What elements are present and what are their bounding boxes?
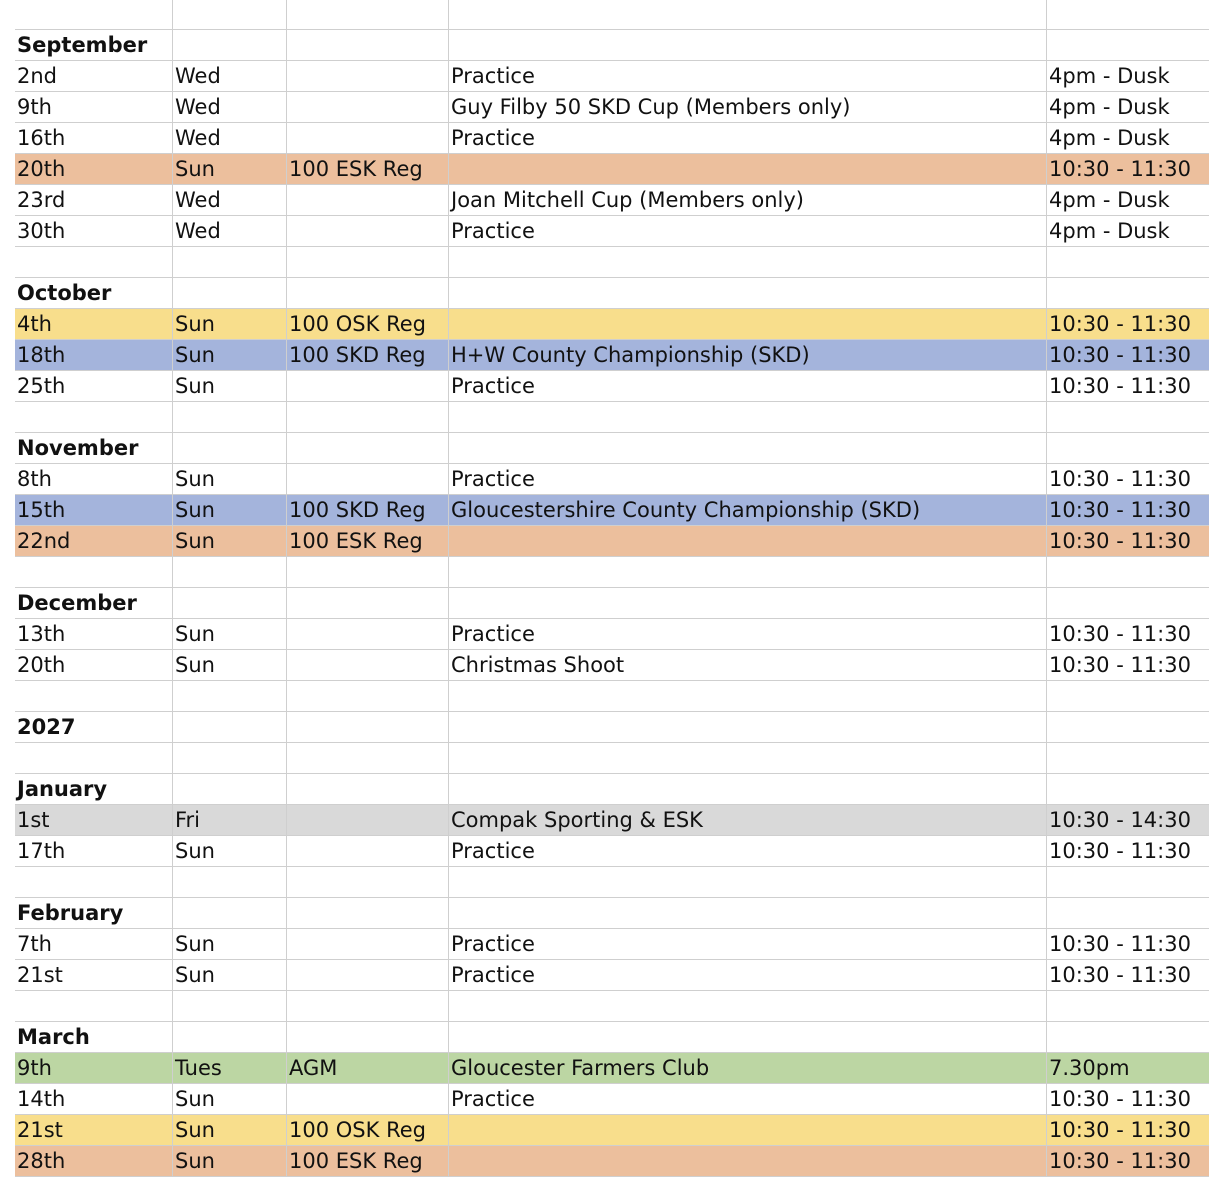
empty-cell[interactable] <box>449 1022 1047 1052</box>
empty-cell[interactable] <box>287 0 449 29</box>
event-cell[interactable]: Christmas Shoot <box>449 650 1047 680</box>
registration-cell[interactable]: 100 OSK Reg <box>287 1115 449 1145</box>
empty-cell[interactable] <box>287 743 449 773</box>
time-cell[interactable]: 10:30 - 11:30 <box>1049 498 1191 522</box>
day-cell[interactable]: Sun <box>173 340 287 370</box>
empty-cell[interactable] <box>1047 991 1209 1021</box>
time-cell[interactable]: 10:30 - 11:30 <box>1049 963 1191 987</box>
registration-cell[interactable] <box>287 464 449 494</box>
empty-cell[interactable] <box>449 247 1047 277</box>
empty-cell[interactable] <box>1047 681 1209 711</box>
empty-cell[interactable] <box>1047 712 1209 742</box>
registration-cell[interactable] <box>287 836 449 866</box>
month-header-row <box>15 278 1209 309</box>
blank-row <box>15 402 1209 433</box>
time-cell[interactable]: 4pm - Dusk <box>1049 95 1170 119</box>
empty-cell[interactable] <box>449 402 1047 432</box>
month-label[interactable]: October <box>15 278 173 308</box>
empty-cell[interactable] <box>15 867 173 897</box>
registration-cell[interactable]: 100 ESK Reg <box>287 154 449 184</box>
registration-cell[interactable]: 100 ESK Reg <box>287 1146 449 1176</box>
empty-cell[interactable] <box>449 433 1047 463</box>
day-cell[interactable]: Sun <box>173 371 287 401</box>
date-cell[interactable]: 23rd <box>15 185 173 215</box>
empty-cell[interactable] <box>449 712 1047 742</box>
empty-cell[interactable] <box>449 774 1047 804</box>
time-cell[interactable]: 10:30 - 11:30 <box>1049 1087 1191 1111</box>
empty-cell[interactable] <box>287 898 449 928</box>
time-cell[interactable]: 4pm - Dusk <box>1049 64 1170 88</box>
event-cell[interactable]: Practice <box>449 123 1047 153</box>
time-cell[interactable]: 10:30 - 11:30 <box>1049 343 1191 367</box>
registration-cell[interactable]: 100 SKD Reg <box>287 495 449 525</box>
month-label[interactable]: December <box>15 588 173 618</box>
day-cell[interactable]: Sun <box>173 650 287 680</box>
event-row <box>15 1146 1209 1177</box>
time-cell[interactable]: 7.30pm <box>1049 1056 1130 1080</box>
date-cell[interactable]: 9th <box>15 1053 173 1083</box>
month-header-row <box>15 1022 1209 1053</box>
month-header-row <box>15 898 1209 929</box>
empty-cell[interactable] <box>449 681 1047 711</box>
empty-cell[interactable] <box>287 402 449 432</box>
empty-cell[interactable] <box>173 712 287 742</box>
empty-cell[interactable] <box>449 991 1047 1021</box>
empty-cell[interactable] <box>1047 0 1209 29</box>
time-cell[interactable]: 10:30 - 11:30 <box>1049 622 1191 646</box>
empty-cell[interactable] <box>287 278 449 308</box>
time-cell[interactable]: 10:30 - 11:30 <box>1049 932 1191 956</box>
day-cell[interactable]: Sun <box>173 619 287 649</box>
empty-cell[interactable] <box>287 557 449 587</box>
registration-cell[interactable] <box>287 61 449 91</box>
day-cell[interactable]: Tues <box>173 1053 287 1083</box>
event-row <box>15 929 1209 960</box>
registration-cell[interactable]: AGM <box>287 1053 449 1083</box>
day-cell[interactable]: Sun <box>173 1084 287 1114</box>
time-cell[interactable]: 4pm - Dusk <box>1049 126 1170 150</box>
event-row <box>15 61 1209 92</box>
empty-cell[interactable] <box>287 991 449 1021</box>
day-cell[interactable]: Sun <box>173 960 287 990</box>
day-cell[interactable]: Sun <box>173 836 287 866</box>
day-cell[interactable]: Sun <box>173 929 287 959</box>
day-cell[interactable]: Wed <box>173 216 287 246</box>
event-cell[interactable]: Practice <box>449 61 1047 91</box>
event-row <box>15 495 1209 526</box>
time-cell[interactable]: 10:30 - 14:30 <box>1049 808 1191 832</box>
month-header-row <box>15 30 1209 61</box>
registration-cell[interactable] <box>287 371 449 401</box>
time-cell[interactable]: 10:30 - 11:30 <box>1049 374 1191 398</box>
blank-row <box>15 743 1209 774</box>
day-cell[interactable]: Sun <box>173 1115 287 1145</box>
day-cell[interactable]: Sun <box>173 1146 287 1176</box>
date-cell[interactable]: 28th <box>15 1146 173 1176</box>
date-cell[interactable]: 1st <box>15 805 173 835</box>
registration-cell[interactable] <box>287 805 449 835</box>
empty-cell[interactable] <box>173 557 287 587</box>
event-cell[interactable] <box>449 1146 1047 1176</box>
empty-cell[interactable] <box>287 1022 449 1052</box>
event-cell[interactable] <box>449 309 1047 339</box>
empty-cell[interactable] <box>173 743 287 773</box>
month-label[interactable]: 2027 <box>15 712 173 742</box>
date-cell[interactable]: 17th <box>15 836 173 866</box>
registration-cell[interactable] <box>287 92 449 122</box>
registration-cell[interactable]: 100 ESK Reg <box>287 526 449 556</box>
empty-cell[interactable] <box>1047 743 1209 773</box>
event-cell[interactable] <box>449 1115 1047 1145</box>
event-row <box>15 1115 1209 1146</box>
event-row <box>15 805 1209 836</box>
date-cell[interactable]: 15th <box>15 495 173 525</box>
event-row <box>15 650 1209 681</box>
day-cell[interactable]: Wed <box>173 123 287 153</box>
empty-cell[interactable] <box>1047 774 1209 804</box>
event-row <box>15 1084 1209 1115</box>
empty-cell[interactable] <box>173 30 287 60</box>
empty-cell[interactable] <box>15 743 173 773</box>
empty-cell[interactable] <box>287 712 449 742</box>
date-cell[interactable]: 25th <box>15 371 173 401</box>
event-row <box>15 92 1209 123</box>
day-cell[interactable]: Wed <box>173 185 287 215</box>
blank-row <box>15 557 1209 588</box>
empty-cell[interactable] <box>173 433 287 463</box>
day-cell[interactable]: Fri <box>173 805 287 835</box>
time-cell[interactable]: 10:30 - 11:30 <box>1049 839 1191 863</box>
empty-cell[interactable] <box>287 30 449 60</box>
empty-cell[interactable] <box>1047 30 1209 60</box>
event-row <box>15 123 1209 154</box>
empty-cell[interactable] <box>287 774 449 804</box>
empty-cell[interactable] <box>449 30 1047 60</box>
date-cell[interactable]: 18th <box>15 340 173 370</box>
month-header-row <box>15 588 1209 619</box>
empty-cell[interactable] <box>173 774 287 804</box>
month-header-row <box>15 712 1209 743</box>
event-cell[interactable]: Practice <box>449 960 1047 990</box>
empty-cell[interactable] <box>173 247 287 277</box>
month-label[interactable]: September <box>15 30 173 60</box>
event-cell[interactable]: Joan Mitchell Cup (Members only) <box>449 185 1047 215</box>
empty-cell[interactable] <box>15 991 173 1021</box>
time-cell[interactable]: 4pm - Dusk <box>1049 188 1170 212</box>
date-cell[interactable]: 9th <box>15 92 173 122</box>
date-cell[interactable]: 21st <box>15 960 173 990</box>
event-cell[interactable] <box>449 526 1047 556</box>
date-cell[interactable]: 4th <box>15 309 173 339</box>
event-row <box>15 464 1209 495</box>
empty-cell[interactable] <box>449 0 1047 29</box>
empty-cell[interactable] <box>15 402 173 432</box>
date-cell[interactable]: 8th <box>15 464 173 494</box>
month-header-row <box>15 433 1209 464</box>
time-cell[interactable]: 10:30 - 11:30 <box>1049 467 1191 491</box>
event-cell[interactable]: Practice <box>449 836 1047 866</box>
day-cell[interactable]: Sun <box>173 495 287 525</box>
event-cell[interactable]: H+W County Championship (SKD) <box>449 340 1047 370</box>
empty-cell[interactable] <box>449 898 1047 928</box>
registration-cell[interactable] <box>287 185 449 215</box>
time-cell[interactable]: 10:30 - 11:30 <box>1049 312 1191 336</box>
event-cell[interactable] <box>449 154 1047 184</box>
registration-cell[interactable] <box>287 650 449 680</box>
empty-cell[interactable] <box>1047 402 1209 432</box>
empty-cell[interactable] <box>173 0 287 29</box>
empty-cell[interactable] <box>1047 433 1209 463</box>
registration-cell[interactable] <box>287 960 449 990</box>
event-cell[interactable]: Practice <box>449 216 1047 246</box>
registration-cell[interactable] <box>287 929 449 959</box>
day-cell[interactable]: Sun <box>173 309 287 339</box>
day-cell[interactable]: Sun <box>173 154 287 184</box>
event-cell[interactable]: Practice <box>449 464 1047 494</box>
empty-cell[interactable] <box>173 278 287 308</box>
month-label[interactable]: November <box>15 433 173 463</box>
event-row <box>15 309 1209 340</box>
time-cell[interactable]: 10:30 - 11:30 <box>1049 1149 1191 1173</box>
empty-cell[interactable] <box>287 588 449 618</box>
blank-row <box>15 991 1209 1022</box>
month-label[interactable]: February <box>15 898 173 928</box>
event-cell[interactable]: Practice <box>449 929 1047 959</box>
month-label[interactable]: March <box>15 1022 173 1052</box>
time-cell[interactable]: 10:30 - 11:30 <box>1049 157 1191 181</box>
empty-cell[interactable] <box>449 588 1047 618</box>
event-row <box>15 340 1209 371</box>
empty-cell[interactable] <box>15 557 173 587</box>
empty-cell[interactable] <box>287 247 449 277</box>
event-row <box>15 960 1209 991</box>
event-row <box>15 371 1209 402</box>
empty-cell[interactable] <box>1047 557 1209 587</box>
empty-cell[interactable] <box>1047 1022 1209 1052</box>
date-cell[interactable]: 2nd <box>15 61 173 91</box>
empty-cell[interactable] <box>1047 247 1209 277</box>
empty-cell[interactable] <box>449 867 1047 897</box>
time-cell[interactable]: 4pm - Dusk <box>1049 219 1170 243</box>
registration-cell[interactable] <box>287 123 449 153</box>
empty-cell[interactable] <box>287 867 449 897</box>
date-cell[interactable]: 16th <box>15 123 173 153</box>
event-row <box>15 154 1209 185</box>
event-cell[interactable]: Practice <box>449 1084 1047 1114</box>
empty-cell[interactable] <box>1047 278 1209 308</box>
event-row <box>15 216 1209 247</box>
registration-cell[interactable] <box>287 1084 449 1114</box>
day-cell[interactable]: Wed <box>173 92 287 122</box>
event-cell[interactable]: Gloucestershire County Championship (SKD) <box>449 495 1047 525</box>
empty-cell[interactable] <box>1047 898 1209 928</box>
date-cell[interactable]: 30th <box>15 216 173 246</box>
empty-cell[interactable] <box>173 681 287 711</box>
empty-cell[interactable] <box>449 278 1047 308</box>
blank-row <box>15 247 1209 278</box>
event-cell[interactable]: Gloucester Farmers Club <box>449 1053 1047 1083</box>
event-cell[interactable]: Practice <box>449 371 1047 401</box>
empty-cell[interactable] <box>449 557 1047 587</box>
date-cell[interactable]: 21st <box>15 1115 173 1145</box>
time-cell[interactable]: 10:30 - 11:30 <box>1049 1118 1191 1142</box>
month-header-row <box>15 774 1209 805</box>
date-cell[interactable]: 14th <box>15 1084 173 1114</box>
empty-cell[interactable] <box>449 743 1047 773</box>
empty-cell[interactable] <box>1047 867 1209 897</box>
blank-row <box>15 0 1209 30</box>
registration-cell[interactable] <box>287 216 449 246</box>
event-row <box>15 1053 1209 1084</box>
day-cell[interactable]: Wed <box>173 61 287 91</box>
schedule-spreadsheet <box>15 0 1209 1177</box>
empty-cell[interactable] <box>15 681 173 711</box>
date-cell[interactable]: 22nd <box>15 526 173 556</box>
date-cell[interactable]: 20th <box>15 154 173 184</box>
date-cell[interactable]: 13th <box>15 619 173 649</box>
event-row <box>15 526 1209 557</box>
event-row <box>15 185 1209 216</box>
date-cell[interactable]: 20th <box>15 650 173 680</box>
event-row <box>15 619 1209 650</box>
empty-cell[interactable] <box>173 867 287 897</box>
event-cell[interactable]: Practice <box>449 619 1047 649</box>
empty-cell[interactable] <box>287 433 449 463</box>
empty-cell[interactable] <box>287 681 449 711</box>
empty-cell[interactable] <box>173 1022 287 1052</box>
empty-cell[interactable] <box>173 402 287 432</box>
blank-row <box>15 681 1209 712</box>
time-cell[interactable]: 10:30 - 11:30 <box>1049 529 1191 553</box>
empty-cell[interactable] <box>173 991 287 1021</box>
month-label[interactable]: January <box>15 774 173 804</box>
event-row <box>15 836 1209 867</box>
date-cell[interactable]: 7th <box>15 929 173 959</box>
blank-row <box>15 867 1209 898</box>
day-cell[interactable]: Sun <box>173 526 287 556</box>
empty-cell[interactable] <box>15 247 173 277</box>
time-cell[interactable]: 10:30 - 11:30 <box>1049 653 1191 677</box>
day-cell[interactable]: Sun <box>173 464 287 494</box>
registration-cell[interactable] <box>287 619 449 649</box>
empty-cell[interactable] <box>15 0 173 29</box>
empty-cell[interactable] <box>173 588 287 618</box>
registration-cell[interactable]: 100 SKD Reg <box>287 340 449 370</box>
event-cell[interactable]: Guy Filby 50 SKD Cup (Members only) <box>449 92 1047 122</box>
registration-cell[interactable]: 100 OSK Reg <box>287 309 449 339</box>
empty-cell[interactable] <box>173 898 287 928</box>
empty-cell[interactable] <box>1047 588 1209 618</box>
event-cell[interactable]: Compak Sporting & ESK <box>449 805 1047 835</box>
